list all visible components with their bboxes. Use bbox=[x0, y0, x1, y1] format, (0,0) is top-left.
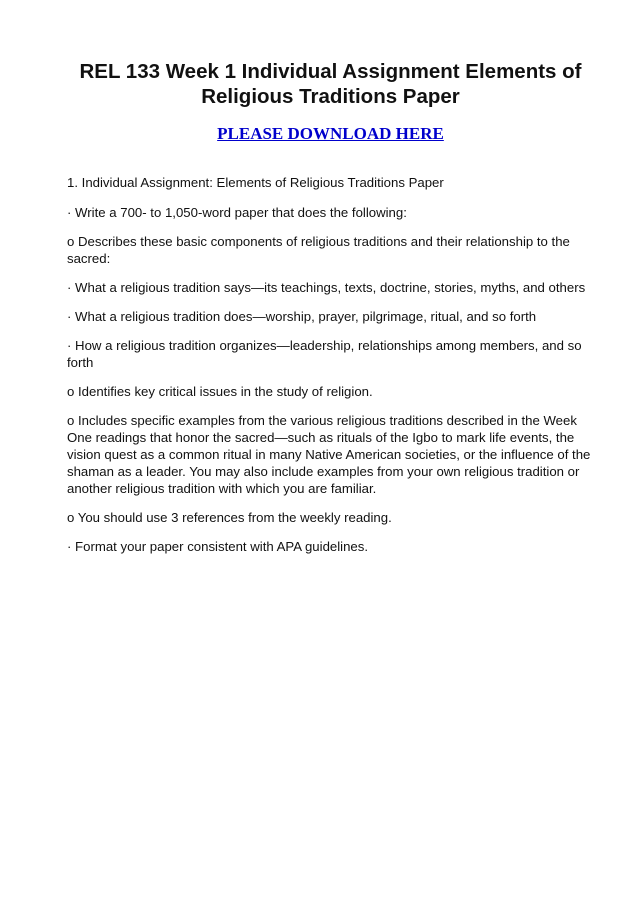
item-specific-examples: o Includes specific examples from the various religious traditions described in the Week One readings that honor the sacred—such as rituals of the Igbo to mark life events, the vision quest as a common ritual in many Native American societies, or the influence of the shaman as a leader. You may also include examples from your own religious tradition or another religious tradition with which you are familiar. bbox=[67, 413, 591, 496]
bullet-tradition-organizes: · How a religious tradition organizes—leadership, relationships among members, and so forth bbox=[67, 338, 582, 370]
document-title: REL 133 Week 1 Individual Assignment Elements of Religious Traditions Paper bbox=[79, 60, 582, 108]
bullet-word-count: · Write a 700- to 1,050-word paper that does the following: bbox=[67, 205, 407, 220]
item-critical-issues: o Identifies key critical issues in the study of religion. bbox=[67, 384, 373, 399]
download-section bbox=[67, 124, 592, 144]
document-body bbox=[67, 174, 592, 555]
bullet-tradition-does: · What a religious tradition does—worship, prayer, pilgrimage, ritual, and so forth bbox=[67, 309, 537, 324]
download-link[interactable]: PLEASE DOWNLOAD HERE bbox=[217, 124, 444, 143]
item-references: o You should use 3 references from the weekly reading. bbox=[67, 510, 392, 525]
item-describes-components: o Describes these basic components of religious traditions and their relationship to the sacred: bbox=[67, 234, 570, 266]
bullet-apa-format: · Format your paper consistent with APA guidelines. bbox=[67, 539, 369, 554]
bullet-tradition-says: · What a religious tradition says—its teachings, texts, doctrine, stories, myths, and others bbox=[67, 280, 586, 295]
assignment-heading: 1. Individual Assignment: Elements of Religious Traditions Paper bbox=[67, 175, 444, 190]
